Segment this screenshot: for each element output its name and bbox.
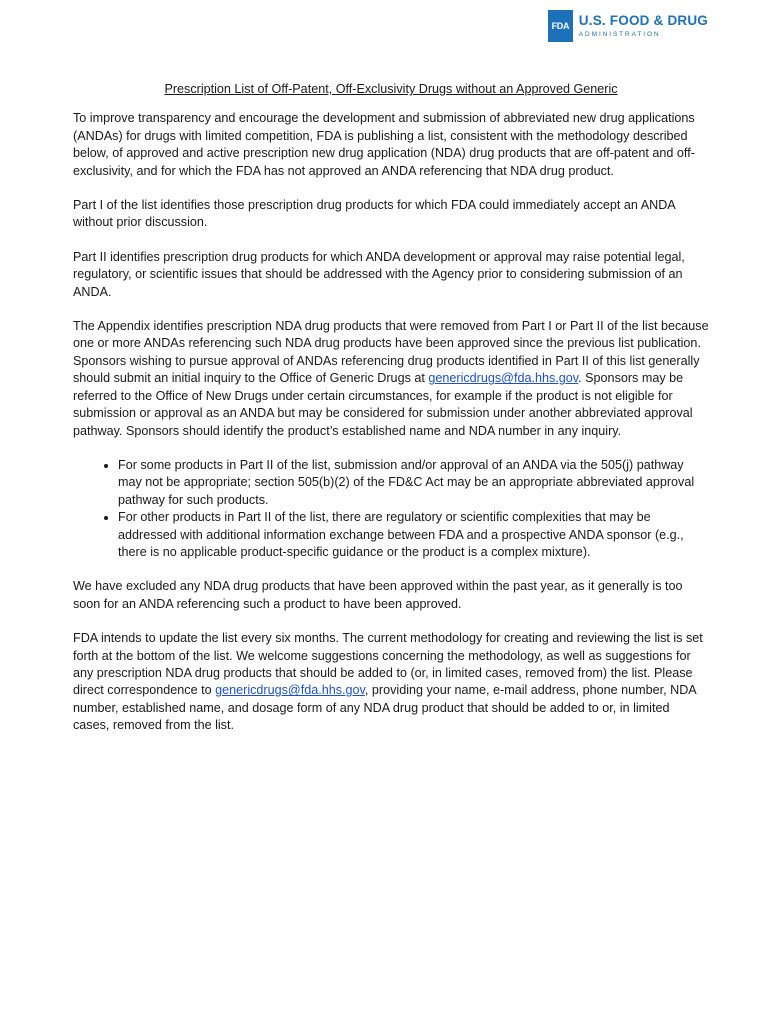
logo-subtitle: ADMINISTRATION <box>578 30 661 38</box>
appendix-text-before: The Appendix identifies prescription NDA drug products that were removed from Part I or Part II of the list because one or more ANDAs referencing such NDA drug products have been approved since the previous list publication. Sponsors wishing to pursue approval of ANDAs referencing drug products identified in Part II of this list generally should submit an initial inquiry to the Office of Generic Drugs at <box>73 319 709 386</box>
list-item: • For other products in Part II of the list, there are regulatory or scientific complexities that may be addressed with additional information exchange between FDA and a prospective ANDA sponsor (e.g., there is no applicable product-specific guidance or the product is a complex mixture). <box>118 509 709 561</box>
update-text-before: FDA intends to update the list every six months. The current methodology for creating and reviewing the list is set forth at the bottom of the list. We welcome suggestions concerning the methodology, as well as suggestions for any prescription NDA drug products that should be added to (or, in limited cases, removed from) the list. Please direct correspondence to <box>73 631 703 698</box>
logo-text <box>579 14 708 38</box>
excluded-paragraph: We have excluded any NDA drug products that have been approved within the past year, as it generally is too soon for an ANDA referencing such a product to have been approved. <box>73 579 683 611</box>
part2-paragraph: Part II identifies prescription drug products for which ANDA development or approval may raise potential legal, regulatory, or scientific issues that should be addressed with the Agency prior to considering submission of an ANDA. <box>73 249 685 299</box>
fda-badge-icon: FDA <box>548 10 573 42</box>
fda-logo <box>548 9 708 43</box>
intro-paragraph: To improve transparency and encourage the development and submission of abbreviated new drug applications (ANDAs) for drugs with limited competition, FDA is publishing a list, consistent with the methodology described below, of approved and active prescription new drug application (NDA) drug products that are off-patent and off-exclusivity, and for which the FDA has not approved an ANDA referencing that NDA drug product. <box>73 111 695 178</box>
logo-name: U.S. FOOD & DRUG <box>578 13 708 28</box>
email-link-correspondence[interactable]: genericdrugs@fda.hhs.gov <box>215 683 365 698</box>
appendix-paragraph <box>73 318 709 440</box>
bullet-list <box>73 457 709 561</box>
document-title: Prescription List of Off-Patent, Off-Exclusivity Drugs without an Approved Generic <box>164 82 618 96</box>
update-paragraph <box>73 630 709 734</box>
list-item: • For some products in Part II of the list, submission and/or approval of an ANDA via the 505(j) pathway may not be appropriate; section 505(b)(2) of the FD&C Act may be an appropriate abbreviated approval pathway for such products. <box>118 457 709 509</box>
email-link-generic-drugs[interactable]: genericdrugs@fda.hhs.gov <box>428 371 579 386</box>
update-text-after: , providing your name, e-mail address, phone number, NDA number, established name, and dosage form of any NDA drug product that should be added to or, in limited cases, removed from the list. <box>73 683 697 733</box>
part1-paragraph: Part I of the list identifies those prescription drug products for which FDA could immediately accept an ANDA without prior discussion. <box>73 198 675 230</box>
document-body <box>73 81 709 752</box>
appendix-text-after: . Sponsors may be referred to the Office of New Drugs under certain circumstances, for example if the product is not eligible for submission or approval as an ANDA but may be considered for submission under another abbreviated approval pathway. Sponsors should identify the product’s established name and NDA number in any inquiry. <box>73 371 693 438</box>
